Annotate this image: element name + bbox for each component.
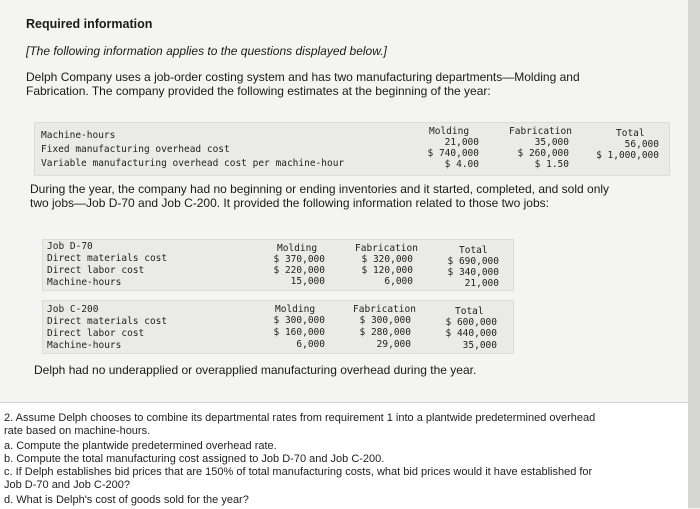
question-text: rate based on machine-hours.	[4, 425, 151, 437]
job-title: Job C-200	[47, 304, 99, 315]
row-label: Machine-hours	[47, 277, 122, 288]
cell: 6,000	[296, 339, 325, 350]
cell: $ 300,000	[273, 315, 325, 326]
cell: 21,000	[444, 137, 479, 148]
mid-paragraph: During the year, the company had no beginning or ending inventories and it started, completed, and sold only two jobs—Job D-70 and Job C-200. It provided the following information related to those two jobs:	[30, 182, 610, 210]
row-label: Fixed manufacturing overhead cost	[41, 144, 230, 155]
cell: 21,000	[464, 278, 499, 289]
row-label: Variable manufacturing overhead cost per machine-hour	[41, 158, 345, 169]
question-part-a: a. Compute the plantwide predetermined overhead rate.	[4, 440, 277, 452]
row-label: Direct materials cost	[47, 316, 168, 327]
cell: $ 740,000	[427, 148, 479, 159]
cell: $ 160,000	[273, 327, 325, 338]
job-d70-table	[42, 239, 514, 291]
cell: 6,000	[384, 276, 413, 287]
column-header: Total	[455, 306, 484, 317]
column-header: Total	[459, 245, 488, 256]
cell: $ 4.00	[444, 159, 479, 170]
closing-paragraph: Delph had no underapplied or overapplied manufacturing overhead during the year.	[34, 363, 477, 377]
row-label: Direct materials cost	[47, 253, 168, 264]
row-label: Direct labor cost	[47, 265, 145, 276]
cell: $ 340,000	[447, 267, 499, 278]
cell: $ 1,000,000	[596, 150, 659, 161]
cell: $ 120,000	[361, 265, 413, 276]
scrollbar-track[interactable]	[688, 0, 700, 508]
column-header: Fabrication	[353, 304, 416, 315]
row-label: Direct labor cost	[47, 328, 145, 339]
question-text: 2. Assume Delph chooses to combine its departmental rates from requirement 1 into a plantwide predetermined overhead	[4, 412, 596, 424]
info-note: [The following information applies to the questions displayed below.]	[26, 44, 387, 58]
cell: $ 440,000	[445, 328, 497, 339]
cell: $ 600,000	[445, 317, 497, 328]
cell: $ 320,000	[361, 254, 413, 265]
job-c200-table	[42, 300, 514, 354]
question-part-b: b. Compute the total manufacturing cost assigned to Job D-70 and Job C-200.	[4, 453, 385, 465]
cell: 35,000	[462, 340, 497, 351]
job-title: Job D-70	[47, 241, 93, 252]
question-part-c: c. If Delph establishes bid prices that are 150% of total manufacturing costs, what bid prices would it have established for	[4, 466, 593, 478]
cell: 35,000	[534, 137, 569, 148]
cell: $ 1.50	[534, 159, 569, 170]
cell: $ 300,000	[359, 315, 411, 326]
estimates-table	[34, 122, 670, 176]
row-label: Machine-hours	[41, 130, 116, 141]
row-label: Machine-hours	[47, 340, 122, 351]
column-header: Fabrication	[509, 126, 572, 137]
cell: $ 690,000	[447, 256, 499, 267]
column-header: Molding	[277, 243, 318, 254]
cell: $ 370,000	[273, 254, 325, 265]
question-part-c-cont: Job D-70 and Job C-200?	[4, 479, 130, 491]
cell: $ 280,000	[359, 327, 411, 338]
cell: 15,000	[290, 276, 325, 287]
column-header: Molding	[429, 126, 470, 137]
column-header: Fabrication	[355, 243, 418, 254]
section-title: Required information	[26, 17, 153, 31]
column-header: Total	[616, 128, 645, 139]
question-part-d: d. What is Delph's cost of goods sold for the year?	[4, 494, 249, 506]
cell: $ 260,000	[517, 148, 569, 159]
cell: 56,000	[624, 139, 659, 150]
cell: 29,000	[376, 339, 411, 350]
column-header: Molding	[275, 304, 316, 315]
cell: $ 220,000	[273, 265, 325, 276]
intro-paragraph: Delph Company uses a job-order costing system and has two manufacturing departments—Molding and Fabrication. The company provided the following estimates at the beginning of the year:	[26, 70, 580, 98]
question-panel	[0, 402, 688, 509]
